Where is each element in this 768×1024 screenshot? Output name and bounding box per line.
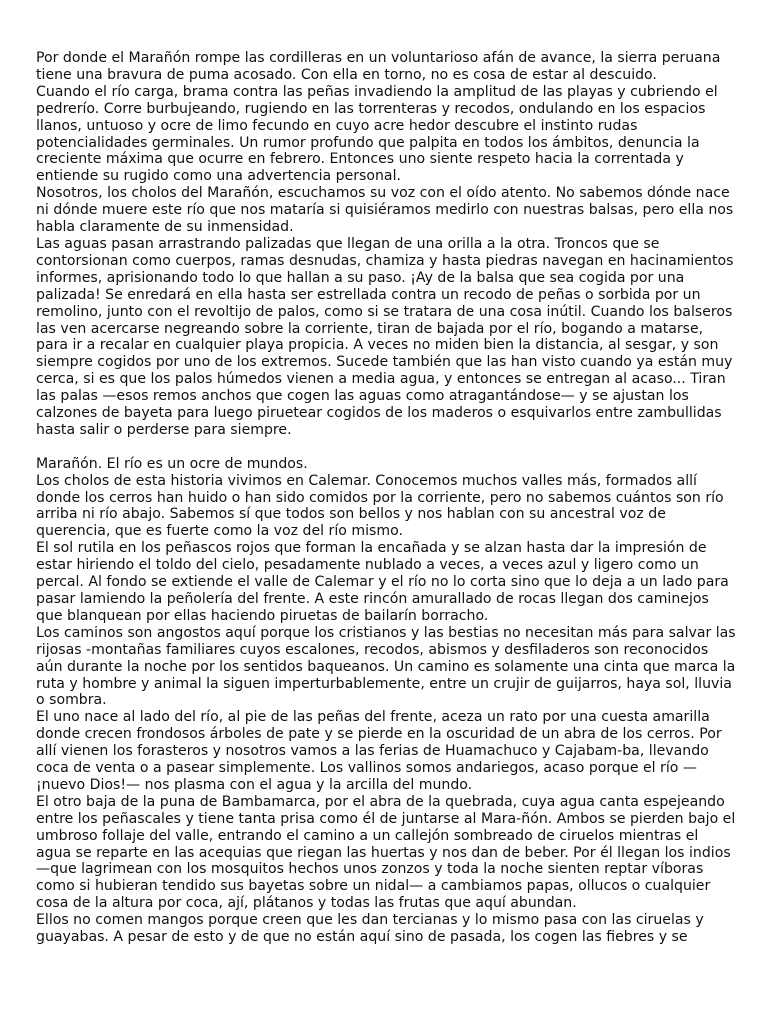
paragraph-9: El uno nace al lado del río, al pie de las peñas del frente, aceza un rato por una cuesta amarilla donde crecen frondosos árboles de pate y se pierde en la oscuridad de un abra de los cerros. Por allí vienen los forasteros y nosotros vamos a las ferias de Huamachuco y Cajabam-ba, llevando coca de venta o a pasear simplemente. Los vallinos somos andariegos, acaso porque el río —¡nuevo Dios!— nos plasma con el agua y la arcilla del mundo. (36, 709, 722, 793)
paragraph-3: Nosotros, los cholos del Marañón, escuchamos su voz con el oído atento. No sabemos dónde nace ni dónde muere este río que nos mataría si quisiéramos medirlo con nuestras balsas, pero ella nos habla claramente de su inmensidad. (36, 185, 734, 236)
paragraph-7: El sol rutila en los peñascos rojos que forman la encañada y se alzan hasta dar la impresión de estar hiriendo el toldo del cielo, pesadamente nublado a veces, a veces azul y ligero como un percal. Al fondo se extiende el valle de Calemar y el río no lo corta sino que lo deja a un lado para pasar lamiendo la peñolería del frente. A este rincón amurallado de rocas llegan dos caminejos que blanquean por ellas haciendo piruetas de bailarín borracho. (36, 540, 729, 624)
paragraph-10: El otro baja de la puna de Bambamarca, por el abra de la quebrada, cuya agua canta espejeando entre los peñascales y tiene tanta prisa como él de juntarse al Mara-ñón. Ambos se pierden bajo el umbroso follaje del valle, entrando el camino a un callejón sombreado de ciruelos mientras el agua se reparte en las acequias que riegan las huertas y nos dan de beber. Por él llegan los indios —que lagrimean con los mosquitos hechos unos zonzos y toda la noche sienten reptar víboras como si hubieran tendido sus bayetas sobre un nidal— a cambiamos papas, ollucos o cualquier cosa de la altura por coca, ají, plátanos y todas las frutas que aquí abundan. (36, 793, 736, 912)
paragraph-5: Marañón. El río es un ocre de mundos. (36, 455, 308, 472)
paragraph-2: Cuando el río carga, brama contra las peñas invadiendo la amplitud de las playas y cubriendo el pedrerío. Corre burbujeando, rugiendo en las torrenteras y recodos, ondulando en los espacios llanos, untuoso y ocre de limo fecundo en cuyo acre hedor descubre el instinto rudas potencialidades germinales. Un rumor profundo que palpita en todos los ámbitos, denuncia la creciente máxima que ocurre en febrero. Entonces uno siente respeto hacia la correntada y entiende su rugido como una advertencia personal. (36, 83, 718, 185)
paragraph-spacer (36, 439, 736, 456)
paragraph-1: Por donde el Marañón rompe las cordilleras en un voluntarioso afán de avance, la sierra peruana tiene una bravura de puma acosado. Con ella en torno, no es cosa de estar al descuido. (36, 50, 721, 83)
paragraph-6: Los cholos de esta historia vivimos en Calemar. Conocemos muchos valles más, formados allí donde los cerros han huido o han sido comidos por la corriente, pero no sabemos cuántos son río arriba ni río abajo. Sabemos sí que todos son bellos y nos hablan con su ancestral voz de querencia, que es fuerte como la voz del río mismo. (36, 472, 724, 540)
document-page (36, 50, 736, 946)
paragraph-11: Ellos no comen mangos porque creen que les dan tercianas y lo mismo pasa con las ciruelas y guayabas. A pesar de esto y de que no están aquí sino de pasada, los cogen las fiebres y se (36, 912, 704, 946)
paragraph-4: Las aguas pasan arrastrando palizadas que llegan de una orilla a la otra. Troncos que se contorsionan como cuerpos, ramas desnudas, chamiza y hasta piedras navegan en hacinamientos informes, aprisionando todo lo que hallan a su paso. ¡Ay de la balsa que sea cogida por una palizada! Se enredará en ella hasta ser estrellada contra un recodo de peñas o sorbida por un remolino, junto con el revoltijo de palos, como si se tratara de una cosa inútil. Cuando los balseros las ven acercarse negreando sobre la corriente, tiran de bajada por el río, bogando a matarse, para ir a recalar en cualquier playa propicia. A veces no miden bien la distancia, al sesgar, y son siempre cogidos por uno de los extremos. Sucede también que las han visto cuando ya están muy cerca, si es que los palos húmedos vienen a media agua, y entonces se entregan al acaso... Tiran las palas —esos remos anchos que cogen las aguas como atragantándose— y se ajustan los calzones de bayeta para luego piruetear cogidos de los maderos o esquivarlos entre zambullidas hasta salir o perderse para siempre. (36, 235, 734, 438)
paragraph-8: Los caminos son angostos aquí porque los cristianos y las bestias no necesitan más para salvar las rijosas -montañas familiares cuyos escalones, recodos, abismos y desfiladeros son reconocidos aún durante la noche por los sentidos baqueanos. Un camino es solamente una cinta que marca la ruta y hombre y animal la siguen imperturbablemente, entre un crujir de guijarros, haya sol, lluvia o sombra. (36, 624, 736, 709)
